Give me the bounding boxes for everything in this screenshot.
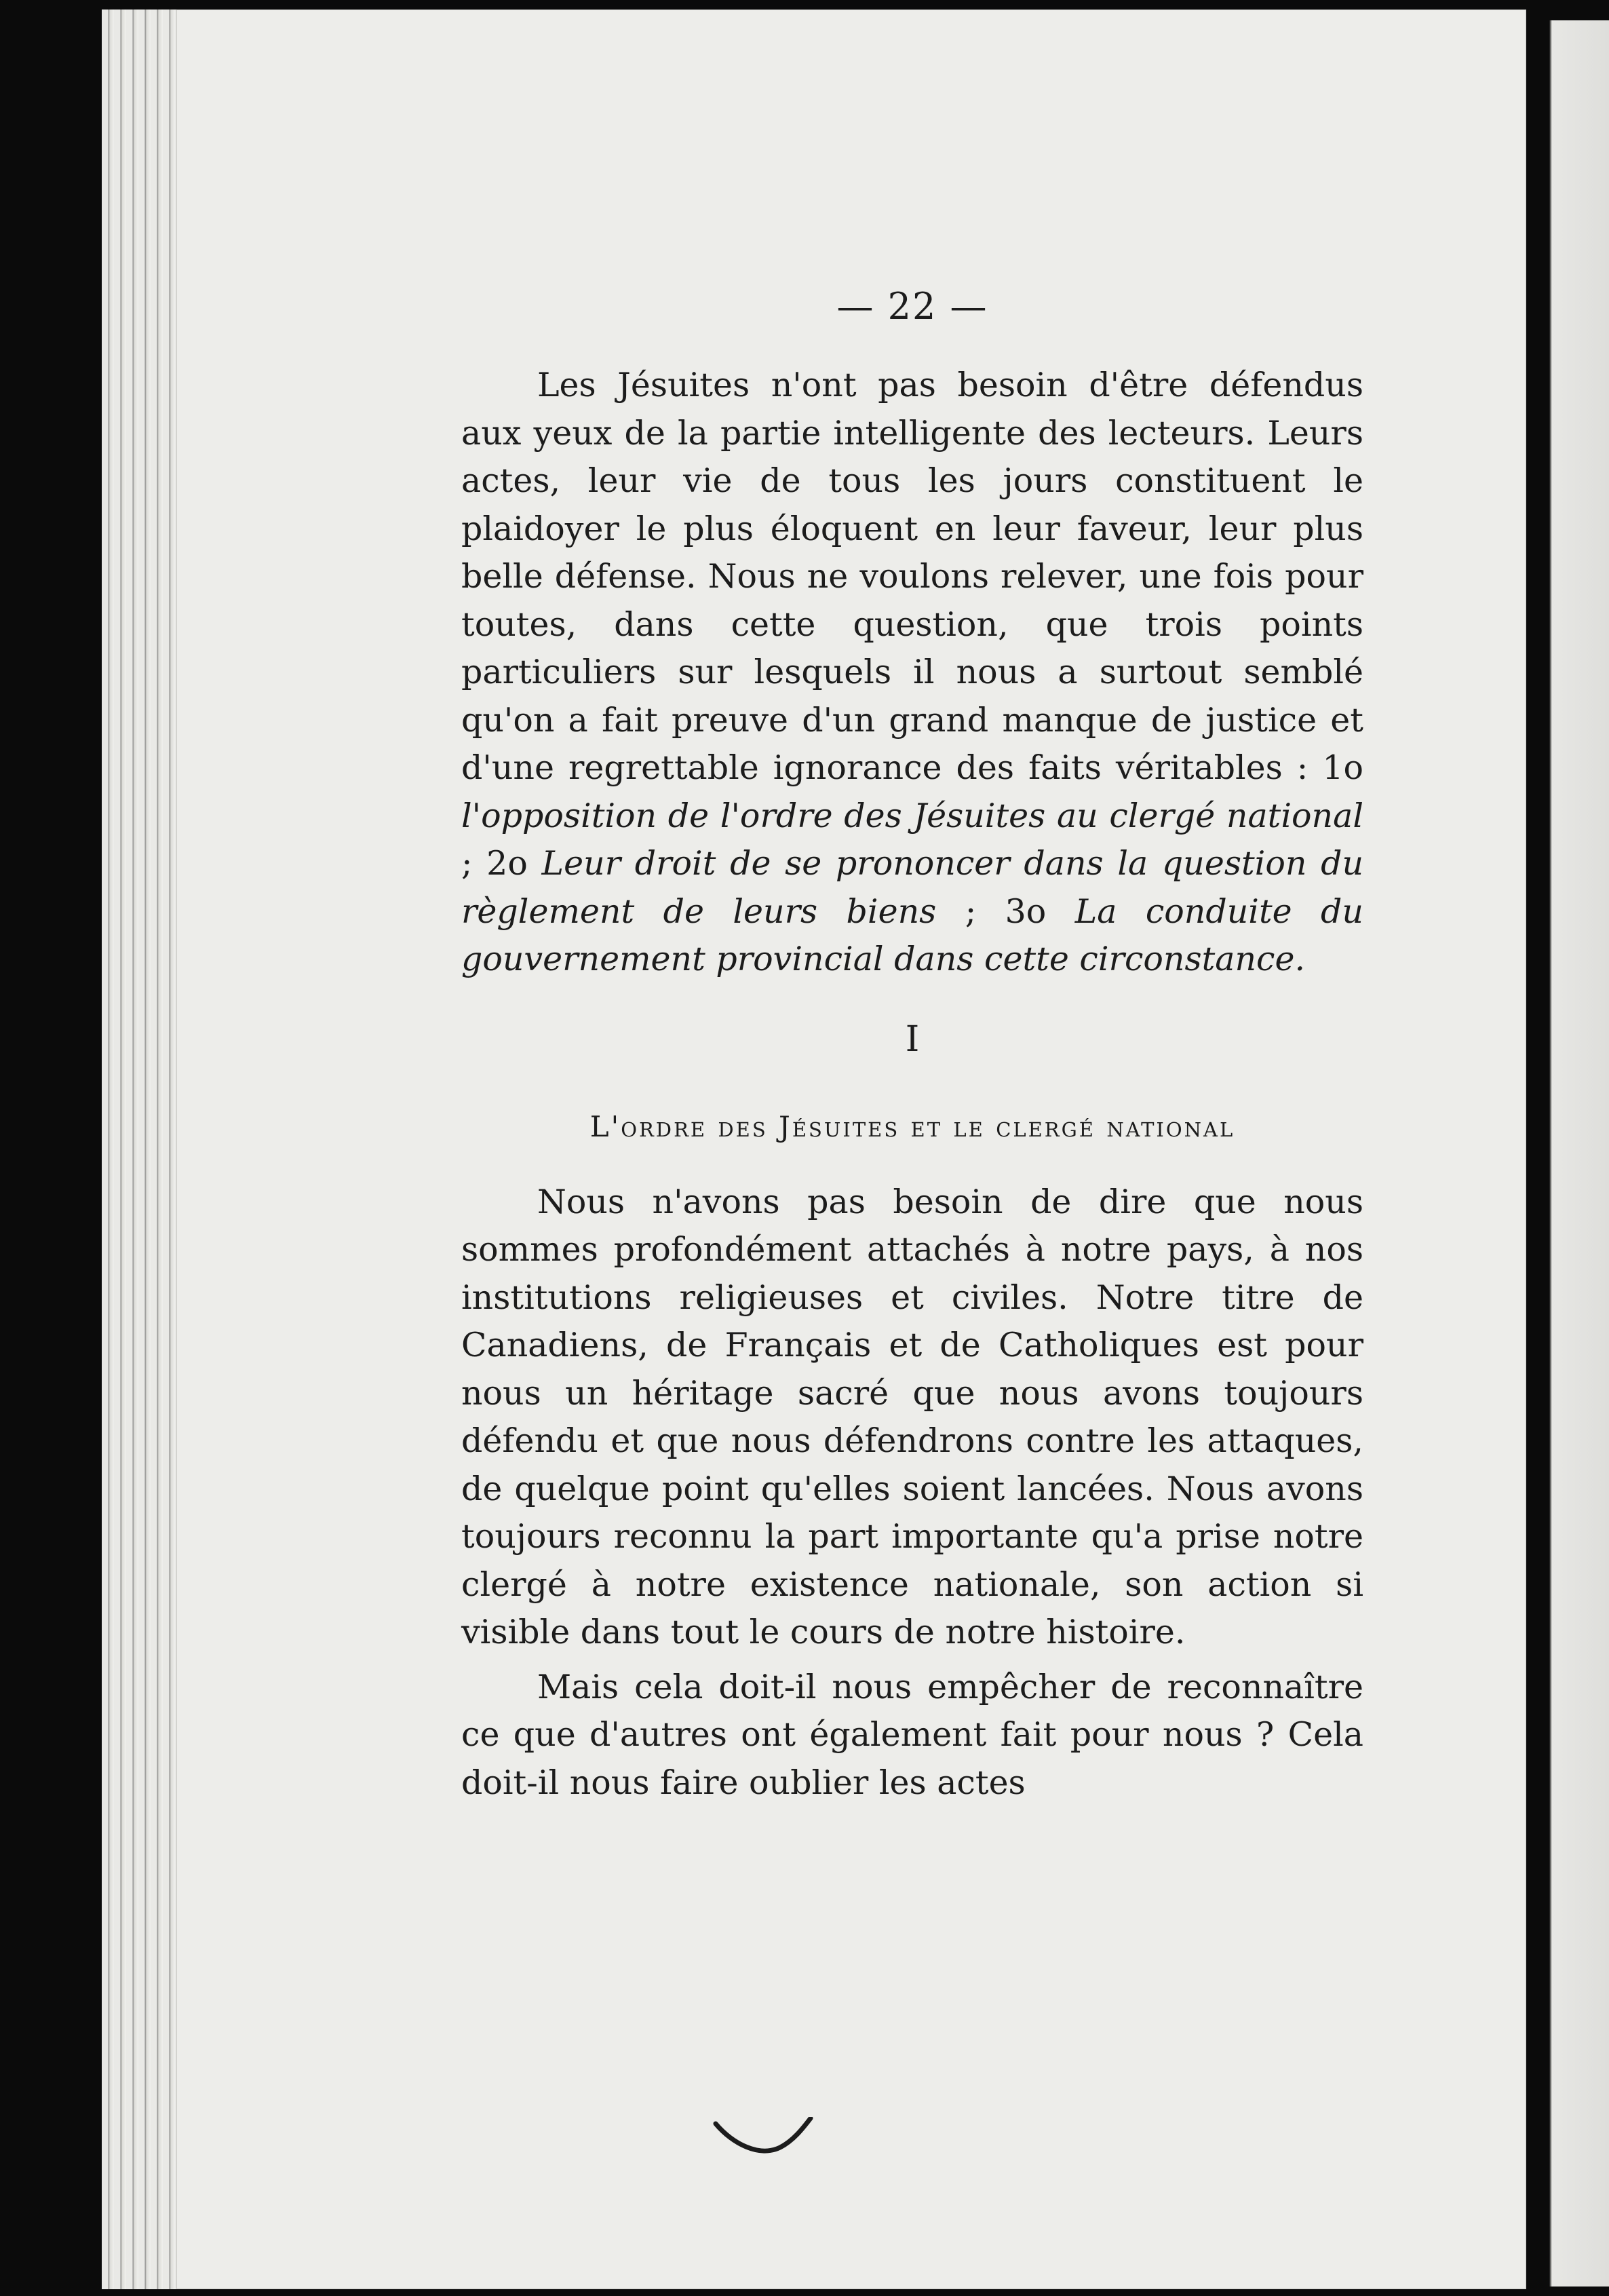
intro-separator-1: ; 2o	[461, 844, 542, 883]
intro-point-2: Leur droit de se prononcer dans la question du règlement de leurs biens	[461, 844, 1363, 931]
intro-paragraph	[461, 362, 1363, 984]
section-heading: L'ordre des Jésuites et le clergé national	[589, 1109, 1235, 1143]
intro-point-3: La conduite du gouvernement provincial dans cette circonstance.	[461, 892, 1363, 978]
body-paragraph-2: Mais cela doit-il nous empêcher de reconnaître ce que d'autres ont également fait pour nous ? Cela doit-il nous faire oublier les actes	[461, 1667, 1363, 1802]
body-paragraph-1: Nous n'avons pas besoin de dire que nous sommes profondément attachés à notre pays, à nos institutions religieuses et civiles. Notre titre de Canadiens, de Français et de Catholiques est pour nous un héritage sacré que nous avons toujours défendu et que nous défendrons contre les attaques, de quelque point qu'elles soient lancées. Nous avons toujours reconnu la part importante qu'a prise notre clergé à notre existence nationale, son action si visible dans tout le cours de notre histoire.	[461, 1182, 1363, 1651]
intro-paragraph-text: Les Jésuites n'ont pas besoin d'être défendus aux yeux de la partie intelligente des lecteurs. Leurs actes, leur vie de tous les jours constituent le plaidoyer le plus éloquent en leur faveur, leur plus belle défense. Nous ne voulons relever, une fois pour toutes, dans cette question, que trois points particuliers sur lesquels il nous a surtout semblé qu'on a fait preuve d'un grand manque de justice et d'une regrettable ignorance des faits véritables : 1o	[461, 366, 1363, 787]
intro-point-1: l'opposition de l'ordre des Jésuites au clergé national	[461, 796, 1363, 835]
page-text-block	[461, 285, 1363, 1807]
facing-page-edge	[1534, 20, 1609, 2287]
page-number: — 22 —	[836, 285, 988, 328]
section-numeral: I	[905, 1018, 920, 1060]
intro-separator-2: ; 3o	[936, 892, 1075, 931]
stamp-mark	[712, 2117, 814, 2164]
